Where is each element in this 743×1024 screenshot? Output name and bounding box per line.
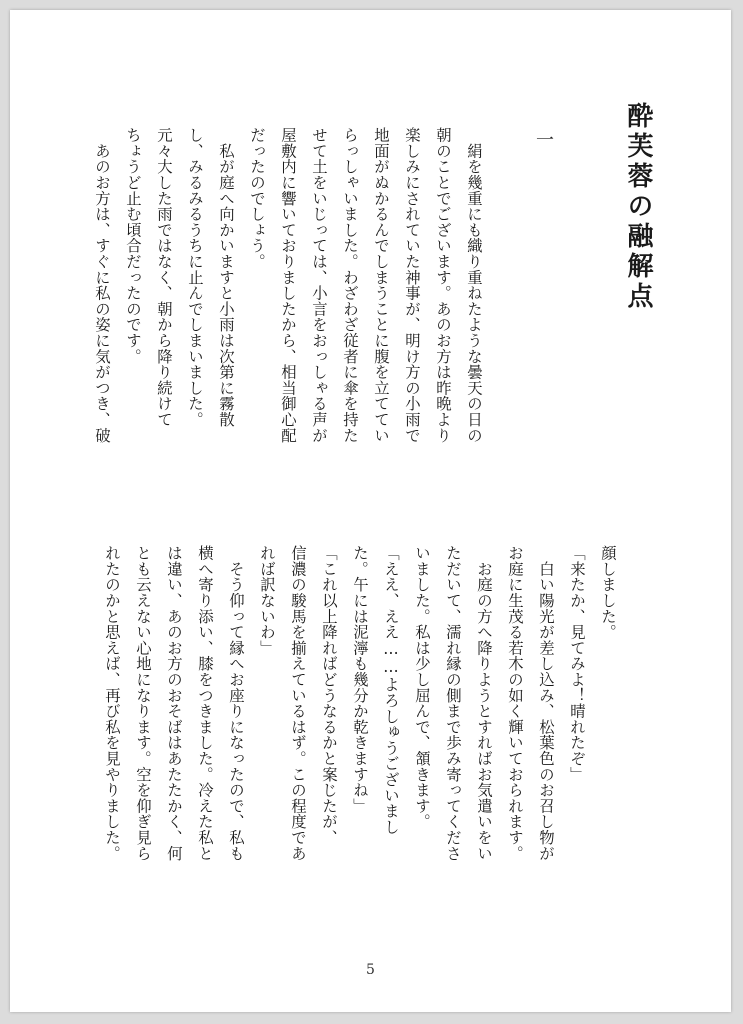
text-line: 私が庭へ向かいますと小雨は次第に霧散 (217, 127, 235, 428)
chapter-number: 一 (533, 130, 554, 148)
text-line: いました。私は少し屈んで、頷きます。 (413, 545, 431, 830)
text-line: 白い陽光が差し込み、松葉色のお召し物が (537, 545, 555, 861)
text-line: お庭の方へ降りようとすればお気遣いをい (475, 545, 493, 861)
text-line: 地面がぬかるんでしまうことに腹を立ててい (372, 127, 390, 443)
text-block-top (86, 127, 489, 512)
text-line: 屋敷内に響いておりましたから、相当御心配 (279, 127, 297, 443)
text-line: らっしゃいました。わざわざ従者に傘を持た (341, 127, 359, 443)
text-line: れば訳ないわ」 (258, 545, 276, 656)
text-line: だったのでしょう。 (248, 127, 266, 270)
text-line: 「ええ、ええ……よろしゅうございまし (382, 545, 400, 835)
text-line: そう仰って縁へお座りになったので、私も (227, 545, 245, 861)
text-line: ただいて、濡れ縁の側まで歩み寄ってくださ (444, 545, 462, 861)
text-line: 顔しました。 (599, 545, 617, 640)
text-line: とも云えない心地になります。空を仰ぎ見ら (134, 545, 152, 861)
text-line: ちょうど止む頃合だったのです。 (124, 127, 142, 364)
text-line: 横へ寄り添い、膝をつきました。冷えた私と (196, 545, 214, 861)
text-line: 絹を幾重にも織り重ねたような曇天の日の (465, 127, 483, 443)
book-page (10, 10, 731, 1012)
page-number: 5 (366, 962, 375, 978)
text-line: 信濃の駿馬を揃えているはず。この程度であ (289, 545, 307, 861)
text-line: あのお方は、すぐに私の姿に気がつき、破 (93, 127, 111, 443)
text-line: お庭に生茂る若木の如く輝いておられます。 (506, 545, 524, 861)
book-title: 酔芙蓉の融解点 (623, 102, 653, 312)
text-line: 朝のことでございます。あのお方は昨晩より (434, 127, 452, 443)
text-line: 「これ以上降ればどうなるかと案じたが、 (320, 545, 338, 846)
text-line: れたのかと思えば、再び私を見やりました。 (103, 545, 121, 861)
text-line: は違い、あのお方のおそばはあたたかく、何 (165, 545, 183, 861)
text-line: た。午には泥濘も幾分か乾きますね」 (351, 545, 369, 814)
text-line: 楽しみにされていた神事が、明け方の小雨で (403, 127, 421, 443)
text-line: し、みるみるうちに止んでしまいました。 (186, 127, 204, 428)
text-block-bottom (96, 545, 623, 930)
text-line: せて土をいじっては、小言をおっしゃる声が (310, 127, 328, 443)
text-line: 「来たか、見てみよ！晴れたぞ」 (568, 545, 586, 782)
text-line: 元々大した雨ではなく、朝から降り続けて (155, 127, 173, 428)
